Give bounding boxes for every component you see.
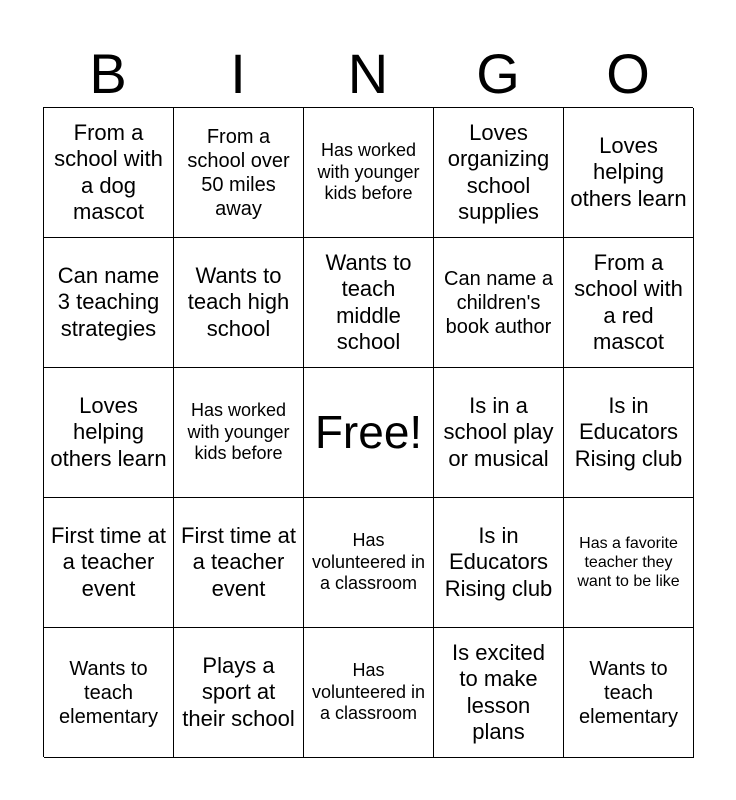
- bingo-cell-r3c5: Is in Educators Rising club: [564, 368, 694, 498]
- bingo-cell-r4c1: First time at a teacher event: [44, 498, 174, 628]
- bingo-cell-r1c5: Loves helping others learn: [564, 108, 694, 238]
- bingo-cell-r2c4: Can name a children's book author: [434, 238, 564, 368]
- header-letter-b: B: [89, 42, 127, 105]
- bingo-cell-r4c3: Has volunteered in a classroom: [304, 498, 434, 628]
- bingo-cell-r4c5: Has a favorite teacher they want to be like: [564, 498, 694, 628]
- bingo-cell-r1c1: From a school with a dog mascot: [44, 108, 174, 238]
- header-letter-o: O: [606, 42, 650, 105]
- bingo-grid: [43, 107, 693, 757]
- bingo-cell-r5c1: Wants to teach elementary: [44, 628, 174, 758]
- bingo-cell-r4c2: First time at a teacher event: [174, 498, 304, 628]
- bingo-cell-r2c3: Wants to teach middle school: [304, 238, 434, 368]
- bingo-cell-r1c4: Loves organizing school supplies: [434, 108, 564, 238]
- bingo-cell-r5c3: Has volunteered in a classroom: [304, 628, 434, 758]
- header-letter-g: G: [476, 42, 520, 105]
- free-space: Free!: [304, 368, 434, 498]
- header-letter-n: N: [347, 42, 389, 105]
- bingo-cell-r5c5: Wants to teach elementary: [564, 628, 694, 758]
- bingo-cell-r2c2: Wants to teach high school: [174, 238, 304, 368]
- bingo-cell-r2c5: From a school with a red mascot: [564, 238, 694, 368]
- bingo-cell-r5c2: Plays a sport at their school: [174, 628, 304, 758]
- header-letter-i: I: [230, 42, 246, 105]
- bingo-cell-r3c4: Is in a school play or musical: [434, 368, 564, 498]
- bingo-cell-r3c1: Loves helping others learn: [44, 368, 174, 498]
- bingo-cell-r1c2: From a school over 50 miles away: [174, 108, 304, 238]
- bingo-cell-r2c1: Can name 3 teaching strategies: [44, 238, 174, 368]
- bingo-cell-r3c2: Has worked with younger kids before: [174, 368, 304, 498]
- bingo-header: [43, 40, 693, 108]
- bingo-cell-r1c3: Has worked with younger kids before: [304, 108, 434, 238]
- bingo-cell-r4c4: Is in Educators Rising club: [434, 498, 564, 628]
- bingo-cell-r5c4: Is excited to make lesson plans: [434, 628, 564, 758]
